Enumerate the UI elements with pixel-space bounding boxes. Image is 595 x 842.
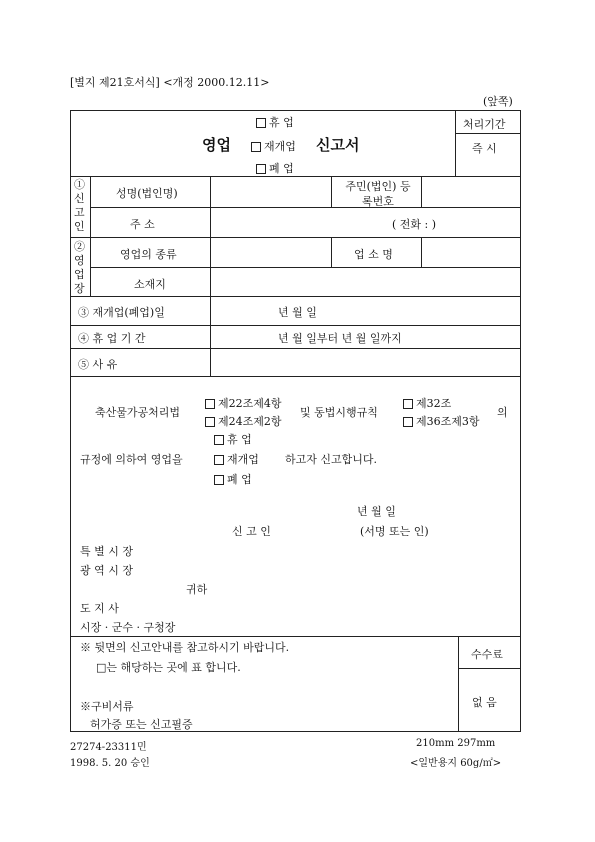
- paper-size: 210mm 297mm: [416, 738, 496, 749]
- location-label: 소재지: [134, 278, 166, 291]
- address-label: 주 소: [130, 218, 155, 231]
- article-option-3: 제32조: [403, 395, 451, 411]
- checkbox[interactable]: [251, 142, 261, 152]
- fee-label: 수수료: [471, 648, 503, 661]
- checkbox[interactable]: [214, 435, 224, 445]
- checkbox[interactable]: [403, 399, 413, 409]
- addressee-4: 시장 · 군수 · 구청장: [80, 621, 176, 634]
- declaration-line-left: 규정에 의하여 영업을: [80, 453, 183, 466]
- title-option-rest: 휴 업: [256, 114, 294, 130]
- paper-type: <일반용지 60g/㎡>: [410, 758, 502, 769]
- law-name: 축산물가공처리법: [95, 406, 181, 419]
- processing-value: 즉 시: [472, 142, 497, 155]
- signature-field[interactable]: (서명 또는 인): [360, 525, 429, 538]
- rest-period-label: ④ 휴 업 기 간: [78, 332, 146, 345]
- form-number: [별지 제21호서식] <개정 2000.12.11>: [70, 76, 270, 89]
- addressee-1: 특 별 시 장: [80, 545, 133, 558]
- reopen-date-label: ③ 재개업(폐업)일: [78, 306, 165, 319]
- checkbox[interactable]: [214, 455, 224, 465]
- title-right: 신고서: [316, 136, 360, 154]
- note-1: ※ 뒷면의 신고안내를 참고하시기 바랍니다.: [80, 641, 290, 654]
- reason-label: ⑤ 사 유: [78, 358, 118, 371]
- rest-period-value[interactable]: 년 월 일부터 년 월 일까지: [278, 332, 402, 345]
- checkbox[interactable]: [256, 164, 266, 174]
- regulation-text: 및 동법시행규칙: [300, 406, 378, 419]
- business-name-label: 업 소 명: [354, 248, 393, 261]
- checkbox[interactable]: [256, 118, 266, 128]
- required-docs: 허가증 또는 신고필증: [90, 718, 193, 731]
- note-2: □는 해당하는 곳에 표 합니다.: [96, 661, 241, 674]
- applicant-section-label: ① 신 고 인: [74, 178, 85, 233]
- required-docs-title: ※구비서류: [80, 700, 134, 713]
- reopen-date-value[interactable]: 년 월 일: [278, 306, 317, 319]
- article-option-2: 제24조제2항: [205, 413, 282, 429]
- addressee-2: 광 역 시 장: [80, 564, 133, 577]
- approval-date: 1998. 5. 20 승인: [70, 758, 150, 769]
- declaration-option-rest: 휴 업: [214, 431, 252, 447]
- processing-label: 처리기간: [463, 118, 506, 131]
- title-option-reopen: 재개업: [251, 138, 296, 154]
- declarant-label: 신 고 인: [232, 525, 271, 538]
- phone-field[interactable]: ( 전화 : ): [392, 218, 437, 231]
- front-side-label: (앞쪽): [483, 95, 513, 108]
- addressee-honorific: 귀하: [186, 583, 208, 596]
- declaration-option-reopen: 재개업: [214, 451, 259, 467]
- checkbox[interactable]: [403, 417, 413, 427]
- declaration-option-close: 폐 업: [214, 471, 252, 487]
- title-left: 영업: [202, 136, 231, 154]
- checkbox[interactable]: [205, 399, 215, 409]
- id-number-label: 주민(법인) 등록번호: [345, 180, 411, 208]
- business-section-label: ② 영 업 장: [74, 240, 85, 295]
- form-code: 27274-23311민: [70, 742, 147, 753]
- addressee-3: 도 지 사: [80, 602, 119, 615]
- checkbox[interactable]: [205, 417, 215, 427]
- declaration-line-right: 하고자 신고합니다.: [285, 453, 378, 466]
- business-type-label: 영업의 종류: [120, 248, 177, 261]
- fee-value: 없 음: [472, 696, 497, 709]
- name-label: 성명(법인명): [116, 187, 178, 200]
- declaration-date[interactable]: 년 월 일: [357, 505, 396, 518]
- checkbox[interactable]: [214, 475, 224, 485]
- title-option-close: 폐 업: [256, 160, 294, 176]
- article-option-4: 제36조제3항: [403, 413, 480, 429]
- particle-of: 의: [497, 406, 508, 419]
- article-option-1: 제22조제4항: [205, 395, 282, 411]
